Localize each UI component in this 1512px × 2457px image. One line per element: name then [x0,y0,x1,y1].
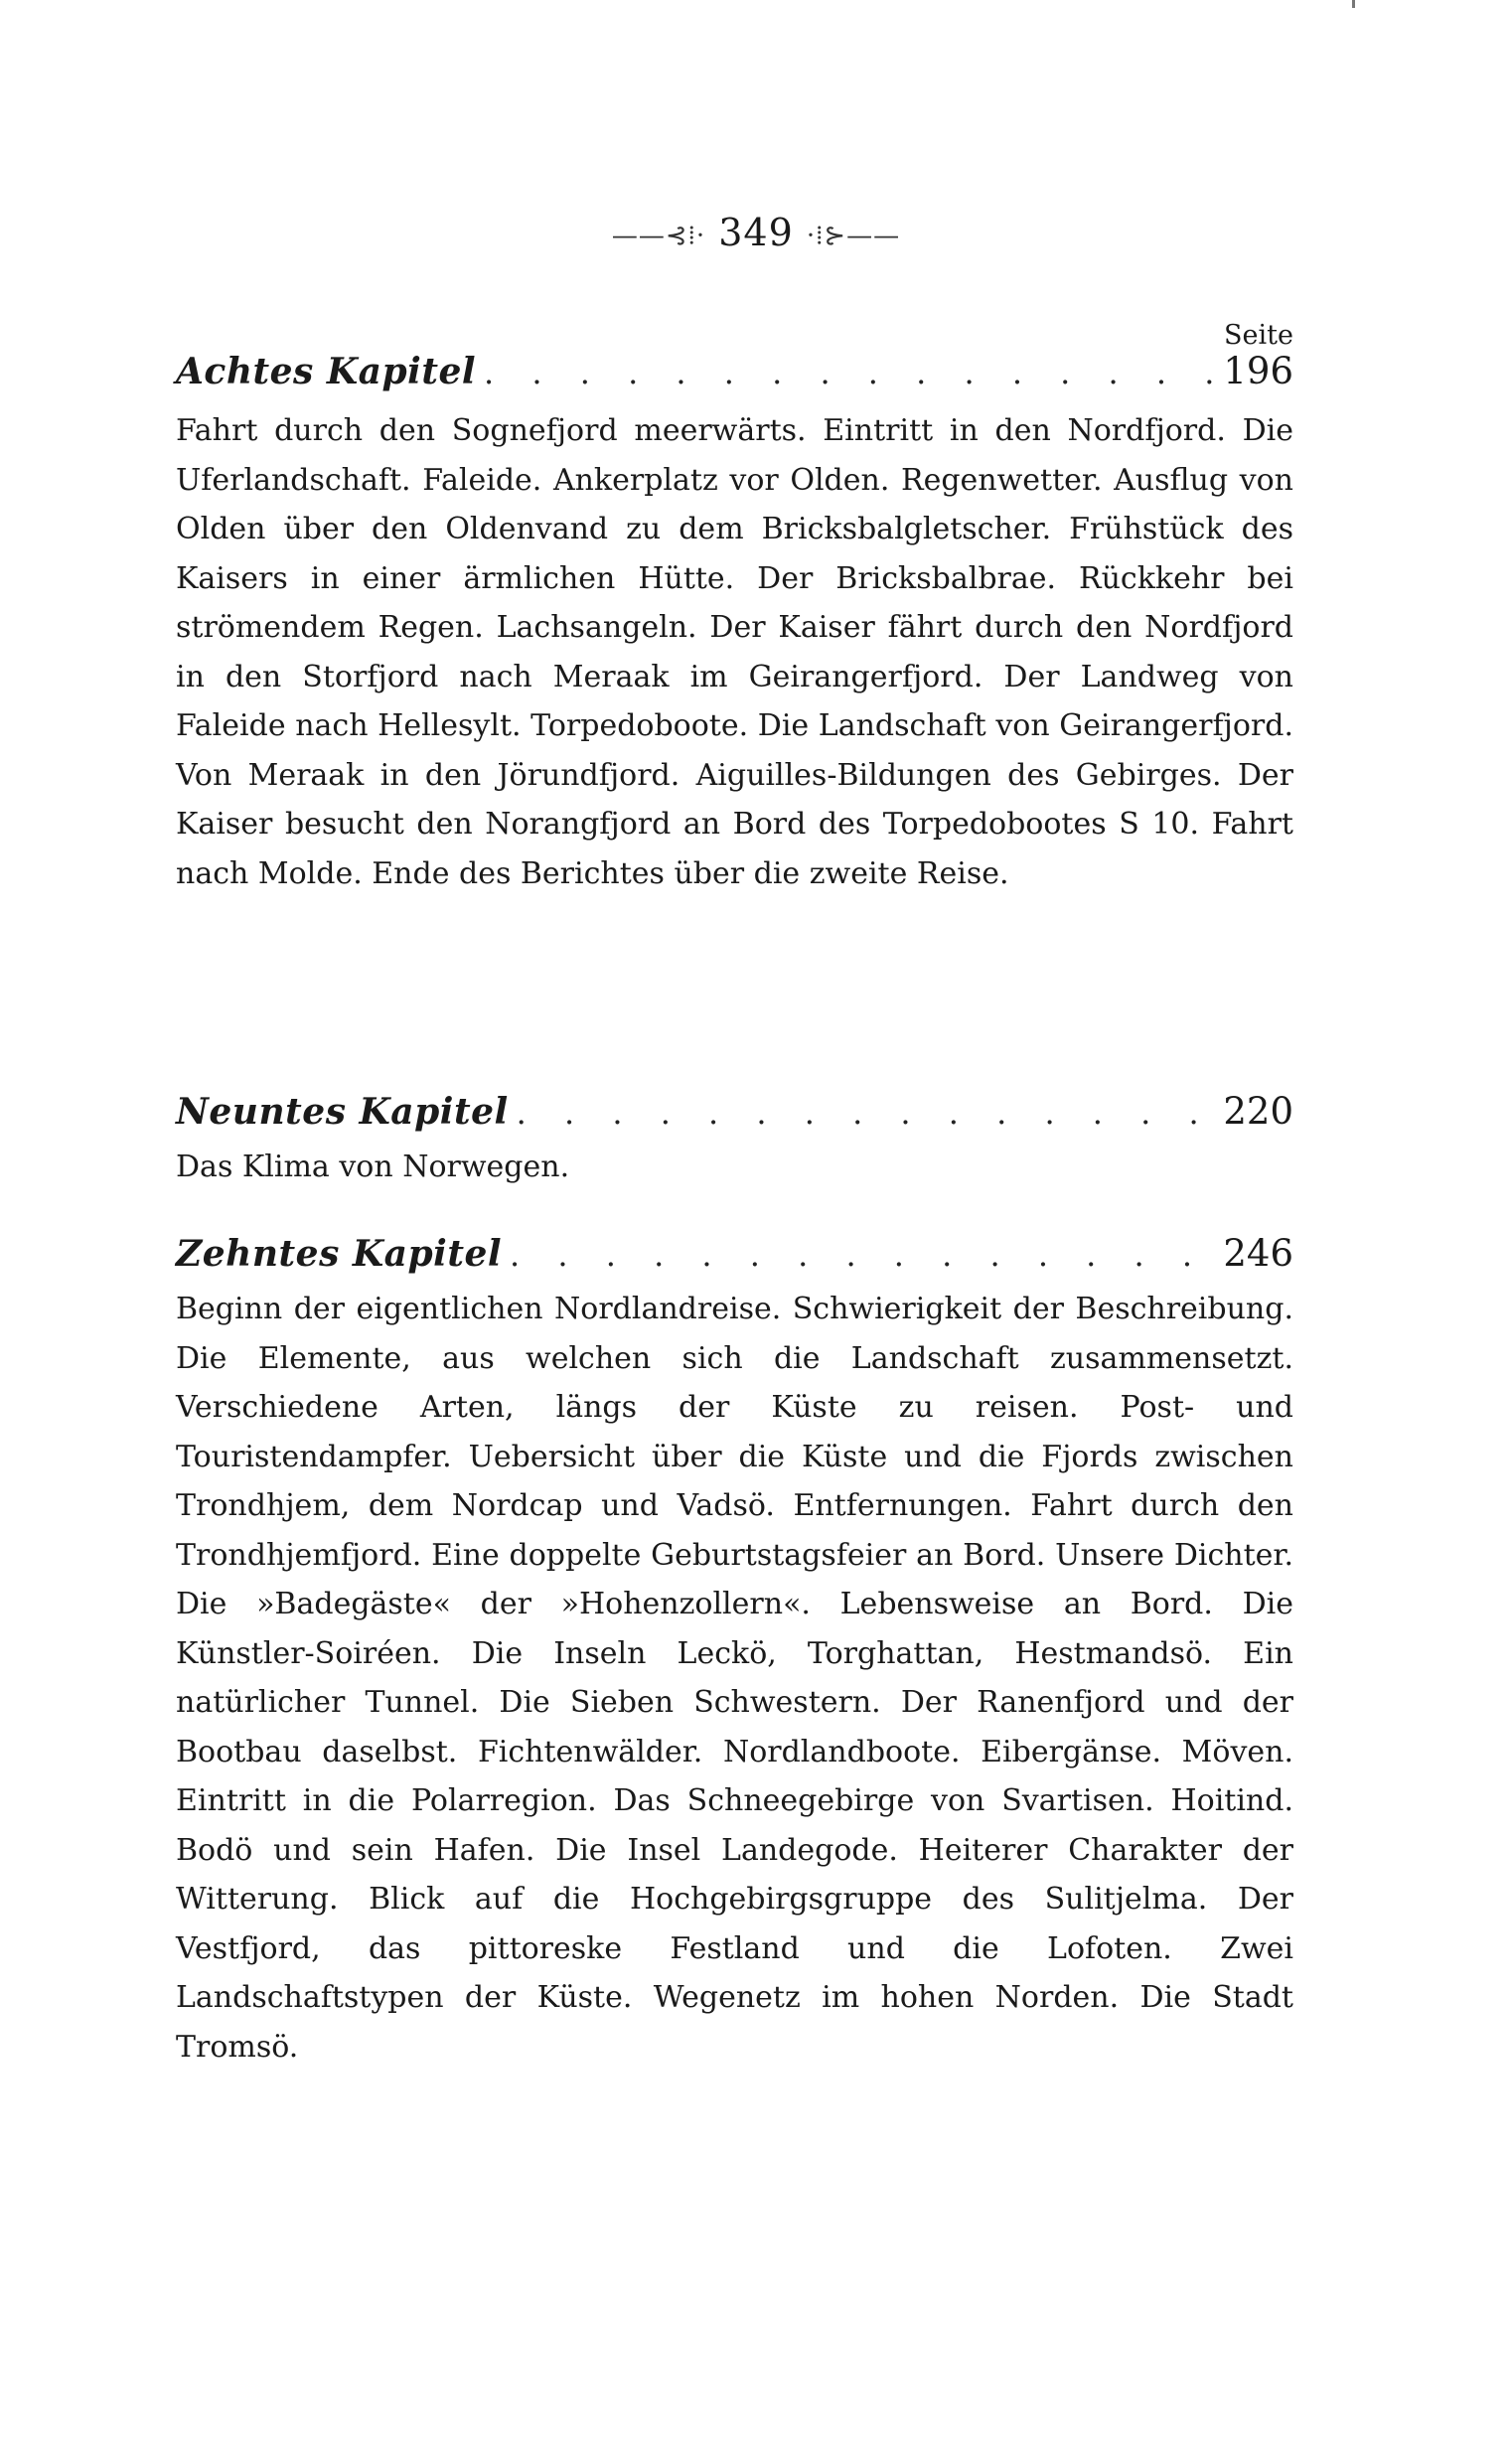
chapter-title: Zehntes Kapitel [176,1233,503,1275]
chapter-title: Neuntes Kapitel [176,1091,509,1133]
chapter-heading [176,1232,1293,1275]
chapter-entry [176,350,1293,898]
chapter-summary: Beginn der eigentlichen Nordlandreise. Schwierigkeit der Beschreibung. Die Elemente, aus welchen sich die Landschaft zusammensetzt. Verschiedene Arten, längs der Küste zu reisen. Post- und Touristendampfer. Uebersicht über die Küste und die Fjords zwischen Trondhjem, dem Nordcap und Vadsö. Entfernungen. Fahrt durch den Trondhjemfjord. Eine doppelte Geburtstagsfeier an Bord. Unsere Dichter. Die »Badegäste« der »Hohenzollern«. Lebensweise an Bord. Die Künstler-Soiréen. Die Inseln Leckö, Torghattan, Hestmandsö. Ein natürlicher Tunnel. Die Sieben Schwestern. Der Ranenfjord und der Bootbau daselbst. Fichtenwälder. Nordlandboote. Eibergänse. Möven. Eintritt in die Polarregion. Das Schneegebirge von Svartisen. Hoitind. Bodö und sein Hafen. Die Insel Landegode. Heiterer Charakter der Witterung. Blick auf die Hochgebirgsgruppe des Sulitjelma. Der Vestfjord, das pittoreske Festland und die Lofoten. Zwei Landschaftstypen der Küste. Wegenetz im hohen Norden. Die Stadt Tromsö. [176,1292,1293,2065]
page-header [0,211,1512,254]
chapter-heading [176,350,1293,392]
chapter-entry [176,1232,1293,2072]
scan-mark [1352,0,1355,8]
chapter-page-number: 196 [1223,350,1293,392]
dot-leader [517,1094,1216,1132]
page-number: 349 [718,211,794,254]
chapter-summary: Fahrt durch den Sognefjord meerwärts. Eintritt in den Nordfjord. Die Uferlandschaft. Faleide. Ankerplatz vor Olden. Regenwetter. Ausflug von Olden über den Oldenvand zu dem Bricksbalgletscher. Frühstück des Kaisers in einer ärmlichen Hütte. Der Bricksbalbrae. Rückkehr bei strömendem Regen. Lachsangeln. Der Kaiser fährt durch den Nordfjord in den Storfjord nach Meraak im Geirangerfjord. Der Landweg von Faleide nach Hellesylt. Torpedoboote. Die Landschaft von Geirangerfjord. Von Meraak in den Jörundfjord. Aiguilles-Bildungen des Gebirges. Der Kaiser besucht den Norangfjord an Bord des Torpedobootes S 10. Fahrt nach Molde. Ende des Berichtes über die zweite Reise. [176,413,1293,891]
chapter-heading [176,1090,1293,1133]
dot-leader [510,1236,1215,1274]
dot-leader [484,354,1215,391]
chapter-page-number: 220 [1223,1090,1293,1133]
page-column-label: Seite [1224,320,1293,351]
chapter-entry [176,1090,1293,1192]
right-ornament-icon: ·⁞⊱—— [806,221,901,251]
left-ornament-icon: ——⊰⁞· [611,221,706,251]
chapter-page-number: 246 [1223,1232,1293,1275]
chapter-title: Achtes Kapitel [176,351,477,392]
chapter-summary: Das Klima von Norwegen. [176,1150,570,1184]
